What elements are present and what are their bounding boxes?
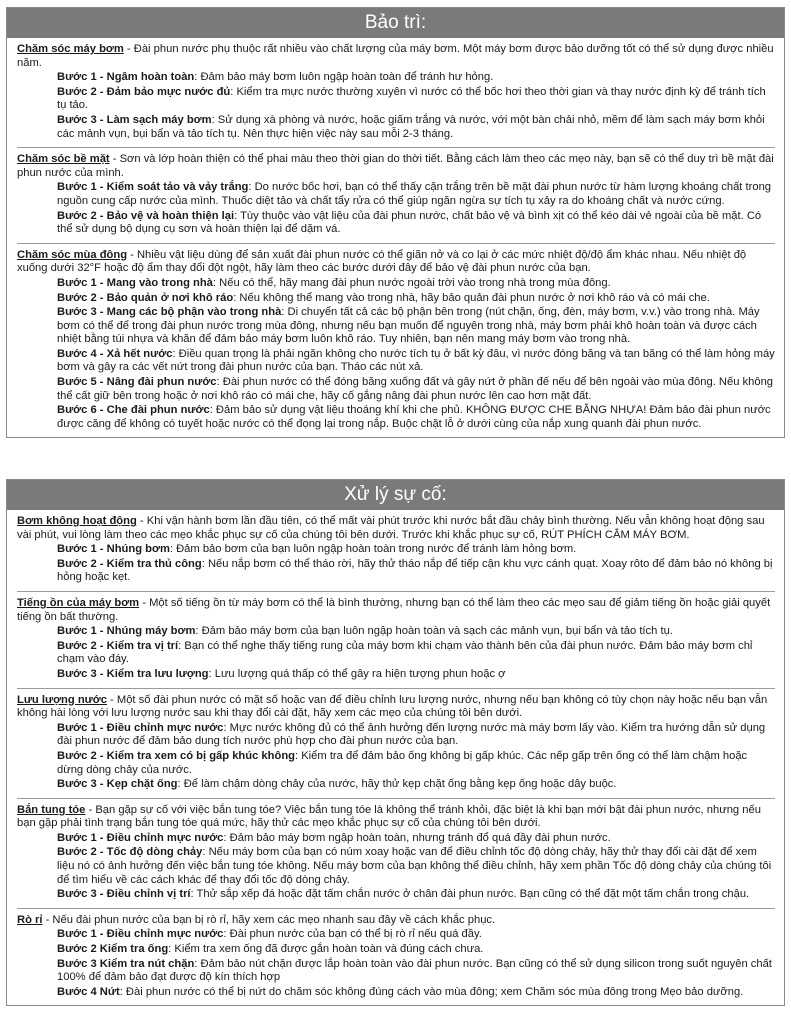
step-text: : Sử dụng xà phòng và nước, hoặc giấm trắng và nước, với một bàn chải nhỏ, mềm để làm sạch máy bơm khỏi các mảnh vụn, bụi bẩn và tảo tích tụ. Nên thực hiện việc này sau mỗi 2-3 tháng. [57,113,765,140]
troubleshooting-content [7,510,784,1005]
step-label: Bước 3 - Làm sạch máy bơm [57,113,212,126]
step-text: : Lưu lượng quá thấp có thể gây ra hiện tượng phun hoặc ợ [208,667,506,680]
maintenance-panel [6,7,785,438]
step-text: : Để làm chậm dòng chảy của nước, hãy thử kẹp chặt ống bằng kẹp ống hoặc dây buộc. [177,778,617,791]
step-label: Bước 2 - Bảo vệ và hoàn thiện lại [57,209,235,222]
step-label: Bước 2 - Tốc độ dòng chảy [57,846,203,859]
step-text: : Kiểm tra xem ống đã được gắn hoàn toàn và đúng cách chưa. [168,943,484,956]
step-label: Bước 1 - Ngâm hoàn toàn [57,71,195,84]
section-heading: Bơm không hoạt động [17,515,137,527]
step-item [17,668,775,682]
step-list [17,928,775,999]
step-item [17,832,775,846]
step-text: : Kiểm tra mực nước thường xuyên vì nước có thể bốc hơi theo thời gian và thay nước định kỳ để tránh tích tụ tảo. [57,85,766,112]
section-ban-tung-toe [17,799,775,909]
step-item [17,277,775,291]
step-item [17,640,775,667]
step-label: Bước 1 - Điều chỉnh mực nước [57,831,224,844]
step-text: : Điều quan trọng là phải ngăn không cho nước tích tụ ở bất kỳ đâu, vì nước đóng băng và tan băng có thể làm hỏng máy bơm và gây ra các vết nứt trong đài phun nước của bạn. Tháo các nút xả. [57,347,775,374]
step-item [17,292,775,306]
section-intro-text: - Đài phun nước phụ thuộc rất nhiều vào chất lượng của máy bơm. Một máy bơm được bảo dưỡng tốt có thể sử dụng được nhiều năm. [17,43,774,69]
section-intro [17,43,775,70]
step-item [17,722,775,749]
step-text: : Đài phun nước có thể đóng băng xuống đất và gây nứt ở phần đế nếu để bên ngoài vào mùa đông. Nếu không thể cất giữ bên trong hoặc ở nơi khô ráo có mái che, hãy cố gắng nâng đài phun nước lên cao hơn mặt đất. [57,376,774,402]
step-text: : Nếu có thể, hãy mang đài phun nước ngoài trời vào trong nhà trong mùa đông. [212,276,611,289]
section-intro [17,597,775,624]
step-label: Bước 1 - Nhúng bơm [57,543,170,556]
step-text: : Tùy thuộc vào vật liệu của đài phun nước, chất bảo vệ và bình xịt có thể kéo dài vẻ ngoài của bề mặt. Có thể sử dụng bộ dụng cụ sơn và hoàn thiện lại để dặm vá. [57,209,762,236]
section-intro-text: - Nhiều vật liệu dùng để sản xuất đài phun nước có thể giãn nở và co lại ở các mức nhiệt độ/độ ẩm khác nhau. Nếu nhiệt độ xuống dưới 32°F hoặc độ ẩm thay đổi đột ngột, hãy làm theo các bước dưới đây để bảo vệ đài phun nước của bạn. [17,248,747,275]
step-label: Bước 3 - Điều chỉnh vị trí [57,888,191,901]
maintenance-content [7,38,784,437]
step-text: : Bạn có thể nghe thấy tiếng rung của máy bơm khi chạm vào thành bên của đài phun nước. Đảm bảo máy bơm chỉ chạm vào đáy. [57,639,753,666]
section-ro-ri [17,909,775,1006]
step-list [17,722,775,792]
step-text: : Nếu nắp bơm có thể tháo rời, hãy thử tháo nắp để tiếp cận khu vực cánh quạt. Xoay rôto để đảm bảo nó không bị hỏng hoặc kẹt. [57,557,773,584]
section-heading: Chăm sóc bề mặt [17,153,110,166]
step-item [17,943,775,957]
step-label: Bước 2 - Kiểm tra xem có bị gấp khúc không [57,749,295,762]
step-text: : Nếu không thể mang vào trong nhà, hãy bảo quản đài phun nước ở nơi khô ráo và có mái che. [233,291,710,304]
section-intro-text: - Một số tiếng ồn từ máy bơm có thể là bình thường, nhưng bạn có thể làm theo các mẹo sau để giảm tiếng ồn hoặc giải quyết tiếng ồn bất thường. [17,596,771,623]
step-text: : Đảm bảo bơm của bạn luôn ngập hoàn toàn trong nước để tránh làm hỏng bơm. [169,543,577,556]
step-text: : Đảm bảo máy bơm ngập hoàn toàn, nhưng tránh đổ quá đầy đài phun nước. [223,831,611,844]
step-item [17,958,775,985]
step-text: : Nếu máy bơm của bạn có núm xoay hoặc van để điều chỉnh tốc độ dòng chảy, hãy thử thay đổi cài đặt để xem liệu nó có ảnh hưởng đến việc bắn tung tóe không. Nếu máy bơm của bạn không thể điều chỉnh, hãy xem phần Tốc độ dòng chảy của chúng tôi để tìm hiểu về các cách khác để thay đổi tốc độ dòng chảy. [57,846,772,886]
section-heading: Chăm sóc máy bơm [17,43,124,55]
step-label: Bước 2 - Đảm bảo mực nước đủ [57,85,231,98]
step-label: Bước 3 Kiểm tra nút chặn [57,957,195,970]
step-label: Bước 5 - Nâng đài phun nước [57,376,217,389]
section-cham-soc-may-bom [17,38,775,148]
step-item [17,986,775,1000]
step-label: Bước 3 - Mang các bộ phận vào trong nhà [57,306,282,319]
step-item [17,86,775,113]
step-text: : Đảm bảo nút chặn được lắp hoàn toàn vào đài phun nước. Bạn cũng có thể sử dụng silicon trong suốt nguyên chất 100% để đảm bảo đạt được độ kín thích hợp [57,957,772,984]
step-item [17,543,775,557]
section-intro [17,515,775,542]
step-text: : Mực nước không đủ có thể ảnh hưởng đến lượng nước mà máy bơm lấy vào. Kiểm tra hướng dẫn sử dụng đài phun nước để đảm bảo dung tích nước phù hợp cho đài phun nước của bạn. [57,721,766,748]
step-text: : Đảm bảo máy bơm của bạn luôn ngập hoàn toàn và sạch các mảnh vụn, bụi bẩn và tảo tích tụ. [195,625,673,638]
step-text: : Do nước bốc hơi, bạn có thể thấy cặn trắng trên bề mặt đài phun nước từ hàm lượng khoáng chất trong nguồn cung cấp nước của mình. Thuốc diệt tảo và chất tẩy rửa có thể giúp ngăn ngừa sự tích tụ xảy ra do khoáng chất và nước cứng. [57,181,772,207]
step-item [17,181,775,208]
step-item [17,404,775,431]
section-intro-text: - Một số đài phun nước có mặt số hoặc van để điều chỉnh lưu lượng nước, nhưng nếu bạn không có tùy chọn này hoặc nếu bạn vẫn không hài lòng với lưu lượng nước sau khi thay đổi cài đặt, hãy xem các mẹo của chúng tôi bên dưới. [17,693,768,720]
step-text: : Thử sắp xếp đá hoặc đặt tấm chắn nước ở chân đài phun nước. Bạn cũng có thể đặt một tấm chắn trong chậu. [190,888,750,901]
step-label: Bước 4 - Xả hết nước [57,347,173,360]
step-item [17,750,775,777]
step-label: Bước 2 Kiểm tra ống [57,943,169,956]
step-item [17,558,775,585]
troubleshooting-title: Xử lý sự cố: [7,480,784,510]
step-label: Bước 4 Nứt [57,985,120,998]
section-intro [17,153,775,180]
section-cham-soc-be-mat [17,148,775,244]
step-list [17,625,775,681]
section-heading: Lưu lượng nước [17,693,107,706]
step-list [17,277,775,432]
step-item [17,114,775,141]
step-label: Bước 1 - Kiểm soát tảo và vảy trắng [57,181,249,194]
section-heading: Bắn tung tóe [17,803,86,816]
section-intro-text: - Khi vận hành bơm lần đầu tiên, có thể mất vài phút trước khi nước bắt đầu chảy bình thường. Nếu vẫn không hoạt động sau vài phút, vui lòng làm theo các mẹo khắc phục sự cố của chúng tôi bên dưới. Trước khi khắc phục sự cố, RÚT PHÍCH CẮM MÁY BƠM. [17,515,765,541]
section-intro-text: - Bạn gặp sự cố với việc bắn tung tóe? Việc bắn tung tóe là không thể tránh khỏi, đặc biệt là khi bạn mới bật đài phun nước, nhưng nếu bạn gặp phải tình trạng bắn tung tóe quá mức, hãy thử các mẹo khắc phục sự cố của chúng tôi bên dưới. [17,803,761,830]
step-item [17,625,775,639]
section-intro [17,249,775,276]
step-label: Bước 1 - Nhúng máy bơm [57,625,196,638]
step-list [17,543,775,585]
step-list [17,71,775,141]
step-item [17,888,775,902]
maintenance-title: Bảo trì: [7,8,784,38]
section-intro [17,914,775,928]
step-label: Bước 6 - Che đài phun nước [57,404,210,417]
section-heading: Rò rỉ [17,913,43,926]
step-label: Bước 1 - Điều chỉnh mực nước [57,721,224,734]
section-cham-soc-mua-dong [17,244,775,438]
step-label: Bước 2 - Bảo quản ở nơi khô ráo [57,291,234,304]
step-item [17,778,775,792]
step-label: Bước 3 - Kẹp chặt ống [57,778,178,791]
step-item [17,846,775,887]
step-text: : Kiểm tra để đảm bảo ống không bị gấp khúc. Các nếp gấp trên ống có thể làm chậm hoặc dừng dòng chảy của nước. [57,749,748,776]
step-label: Bước 1 - Điều chỉnh mực nước [57,928,224,941]
step-item [17,306,775,347]
troubleshooting-panel [6,479,785,1006]
section-intro [17,804,775,831]
step-item [17,928,775,942]
section-luu-luong-nuoc [17,689,775,799]
step-label: Bước 3 - Kiểm tra lưu lượng [57,667,209,680]
step-label: Bước 1 - Mang vào trong nhà [57,276,213,289]
section-bom-khong-hoat-dong [17,510,775,592]
step-item [17,348,775,375]
step-list [17,181,775,236]
section-intro-text: - Nếu đài phun nước của bạn bị rò rỉ, hãy xem các mẹo nhanh sau đây về cách khắc phục. [42,913,496,926]
section-intro-text: - Sơn và lớp hoàn thiện có thể phai màu theo thời gian do thời tiết. Bằng cách làm theo các mẹo này, bạn sẽ có thể duy trì bề mặt đài phun nước của mình. [17,153,774,179]
section-heading: Tiếng ồn của máy bơm [17,596,140,609]
step-item [17,376,775,403]
step-item [17,210,775,237]
step-text: : Đài phun nước có thể bị nứt do chăm sóc không đúng cách vào mùa đông; xem Chăm sóc mùa đông trong Mẹo bảo dưỡng. [119,985,744,998]
step-label: Bước 2 - Kiểm tra vị trí [57,639,179,652]
section-intro [17,694,775,721]
step-text: : Đài phun nước của bạn có thể bị rò rỉ nếu quá đầy. [223,928,482,941]
section-tieng-on-cua-may-bom [17,592,775,689]
section-heading: Chăm sóc mùa đông [17,248,128,261]
step-text: : Đảm bảo sử dụng vật liệu thoáng khí khi che phủ. KHÔNG ĐƯỢC CHE BẰNG NHỰA! Đảm bảo đài phun nước được căng để không có tuyết hoặc nước có thể đọng lại trong nắp. Buộc chặt lỗ ở dưới cùng của nắp xung quanh đài phun nước. [57,404,771,430]
step-label: Bước 2 - Kiểm tra thủ công [57,557,202,570]
step-text: : Đảm bảo máy bơm luôn ngập hoàn toàn để tránh hư hỏng. [194,71,494,84]
step-item [17,71,775,85]
step-list [17,832,775,902]
step-text: : Di chuyển tất cả các bộ phận bên trong (nút chặn, ống, đèn, máy bơm, v.v.) vào trong nhà. Máy bơm có thể để trong đài phun nước trong mùa đông, nhưng nếu bạn muốn để nguyên trong nhà, máy bơm phải khô hoàn toàn và được cách nhiệt bằng túi nhựa và khăn để đảm bảo máy bơm luôn khô ráo. Tuy nhiên, bạn nên mang máy bơm vào trong nhà. [57,306,760,346]
